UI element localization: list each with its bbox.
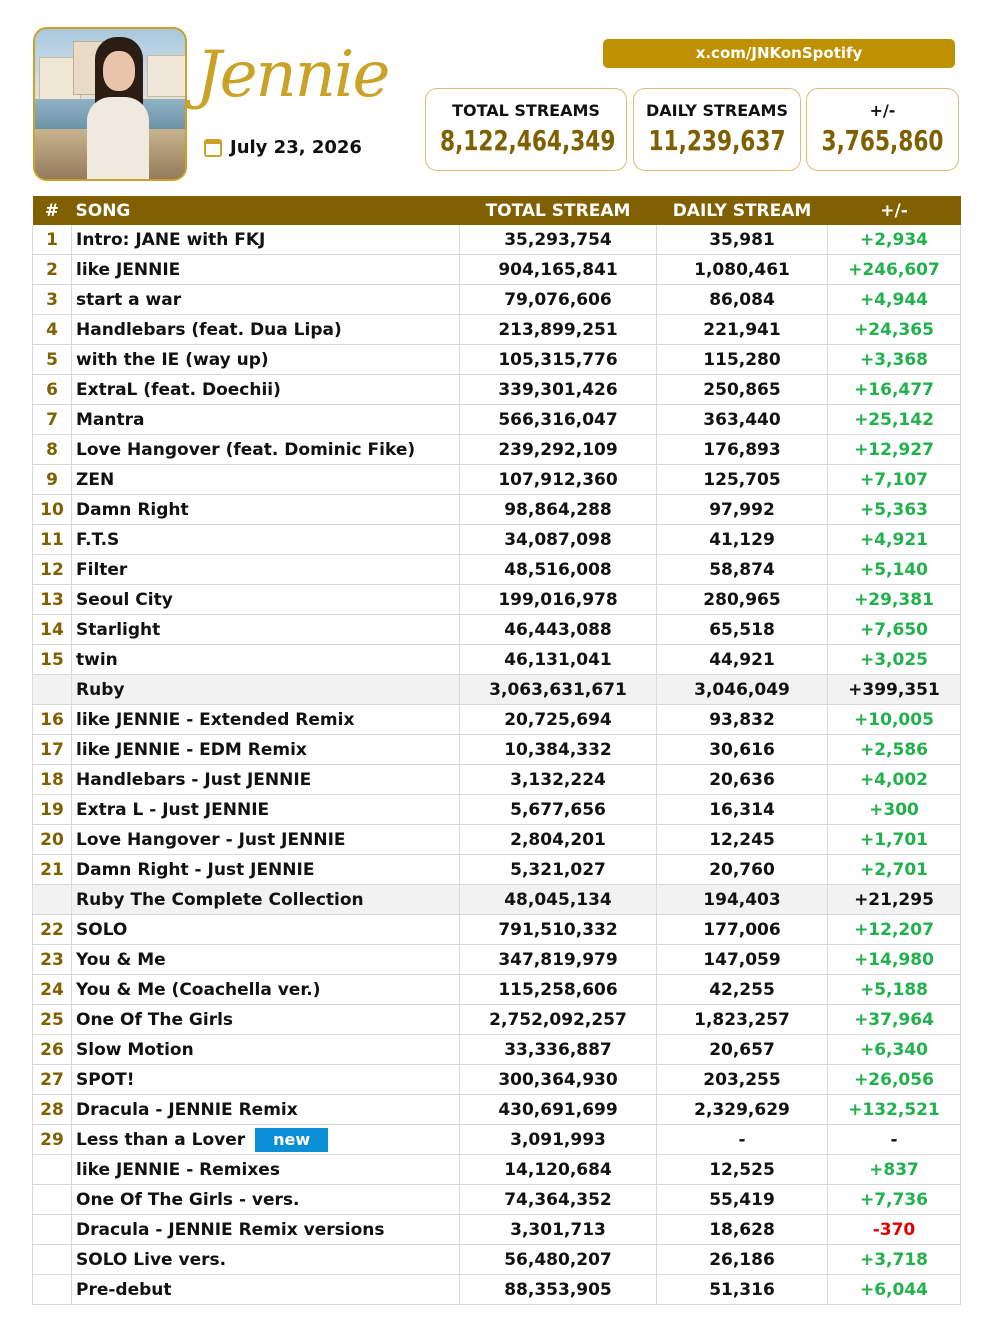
total-stream: 430,691,699 [460, 1095, 657, 1125]
song-title [72, 1215, 460, 1245]
total-stream: 20,725,694 [460, 705, 657, 735]
report-date: July 23, 2026 [230, 137, 362, 158]
stream-change: +25,142 [828, 405, 961, 435]
total-stream: 34,087,098 [460, 525, 657, 555]
row-number: 22 [33, 915, 72, 945]
daily-stream: 221,941 [657, 315, 828, 345]
song-title-text: start a war [76, 289, 182, 310]
table-row [33, 585, 961, 615]
row-number: 9 [33, 465, 72, 495]
row-number: 24 [33, 975, 72, 1005]
total-stream: 300,364,930 [460, 1065, 657, 1095]
table-row [33, 1245, 961, 1275]
table-row [33, 405, 961, 435]
total-stream: 107,912,360 [460, 465, 657, 495]
table-row [33, 345, 961, 375]
song-title [72, 345, 460, 375]
row-number: 12 [33, 555, 72, 585]
daily-stream: 203,255 [657, 1065, 828, 1095]
table-row [33, 375, 961, 405]
stream-change: +6,340 [828, 1035, 961, 1065]
total-stream: 3,091,993 [460, 1125, 657, 1155]
daily-stream: 55,419 [657, 1185, 828, 1215]
total-stream: 3,301,713 [460, 1215, 657, 1245]
song-title [72, 615, 460, 645]
daily-streams-value: 11,239,637 [648, 124, 786, 157]
table-row [33, 1005, 961, 1035]
row-number: 14 [33, 615, 72, 645]
stream-change: +26,056 [828, 1065, 961, 1095]
song-title [72, 435, 460, 465]
song-title-text: Seoul City [76, 589, 173, 610]
song-title [72, 375, 460, 405]
song-title [72, 1065, 460, 1095]
table-row [33, 855, 961, 885]
stream-change: +29,381 [828, 585, 961, 615]
row-number: 7 [33, 405, 72, 435]
total-streams-value: 8,122,464,349 [440, 124, 616, 157]
row-number [33, 675, 72, 705]
row-number: 5 [33, 345, 72, 375]
total-stream: 33,336,887 [460, 1035, 657, 1065]
song-title [72, 1275, 460, 1305]
table-row [33, 225, 961, 255]
total-stream: 46,443,088 [460, 615, 657, 645]
column-header-song: SONG [72, 196, 460, 225]
daily-stream: 93,832 [657, 705, 828, 735]
stream-change: +3,368 [828, 345, 961, 375]
song-title [72, 795, 460, 825]
column-header-diff: +/- [828, 196, 961, 225]
row-number: 15 [33, 645, 72, 675]
song-title-text: twin [76, 649, 118, 670]
song-title-text: Handlebars (feat. Dua Lipa) [76, 319, 342, 340]
daily-streams-card [633, 88, 801, 171]
table-row [33, 1065, 961, 1095]
total-stream: 88,353,905 [460, 1275, 657, 1305]
table-row [33, 795, 961, 825]
column-header-total: TOTAL STREAM [460, 196, 657, 225]
stream-change: +5,188 [828, 975, 961, 1005]
total-stream: 48,045,134 [460, 885, 657, 915]
row-number: 4 [33, 315, 72, 345]
daily-stream: 280,965 [657, 585, 828, 615]
table-row [33, 255, 961, 285]
song-title-text: Love Hangover - Just JENNIE [76, 829, 346, 850]
total-stream: 14,120,684 [460, 1155, 657, 1185]
song-title [72, 1095, 460, 1125]
song-title [72, 1035, 460, 1065]
table-row [33, 1125, 961, 1155]
stream-change: +2,934 [828, 225, 961, 255]
album-row [33, 885, 961, 915]
table-row [33, 1035, 961, 1065]
stream-change: +4,944 [828, 285, 961, 315]
song-title [72, 315, 460, 345]
table-row [33, 735, 961, 765]
stream-change: +3,025 [828, 645, 961, 675]
row-number [33, 1215, 72, 1245]
song-title-text: Extra L - Just JENNIE [76, 799, 270, 820]
row-number: 6 [33, 375, 72, 405]
new-badge: new [255, 1128, 328, 1152]
song-title [72, 1245, 460, 1275]
table-row [33, 705, 961, 735]
song-title-text: You & Me (Coachella ver.) [76, 979, 321, 1000]
table-row [33, 1155, 961, 1185]
table-row [33, 945, 961, 975]
song-title [72, 675, 460, 705]
stream-change: +12,927 [828, 435, 961, 465]
total-stream: 2,752,092,257 [460, 1005, 657, 1035]
row-number: 26 [33, 1035, 72, 1065]
song-title-text: Love Hangover (feat. Dominic Fike) [76, 439, 416, 460]
song-title [72, 285, 460, 315]
song-title [72, 1155, 460, 1185]
song-title [72, 705, 460, 735]
song-title-text: SOLO [76, 919, 128, 940]
song-title [72, 405, 460, 435]
row-number [33, 1275, 72, 1305]
table-row [33, 915, 961, 945]
song-title [72, 495, 460, 525]
song-title [72, 1125, 460, 1155]
stream-change: +10,005 [828, 705, 961, 735]
stream-change: +837 [828, 1155, 961, 1185]
total-stream: 56,480,207 [460, 1245, 657, 1275]
daily-stream: 35,981 [657, 225, 828, 255]
total-stream: 339,301,426 [460, 375, 657, 405]
daily-stream: 177,006 [657, 915, 828, 945]
stream-change: +246,607 [828, 255, 961, 285]
row-number: 2 [33, 255, 72, 285]
row-number: 13 [33, 585, 72, 615]
song-title-text: Ruby The Complete Collection [76, 889, 364, 910]
total-stream: 105,315,776 [460, 345, 657, 375]
song-title [72, 1185, 460, 1215]
daily-stream: 41,129 [657, 525, 828, 555]
song-title-text: Dracula - JENNIE Remix [76, 1099, 298, 1120]
song-title [72, 915, 460, 945]
row-number: 11 [33, 525, 72, 555]
song-title [72, 555, 460, 585]
total-stream: 3,063,631,671 [460, 675, 657, 705]
song-title [72, 975, 460, 1005]
song-title-text: with the IE (way up) [76, 349, 269, 370]
table-row [33, 465, 961, 495]
table-row [33, 615, 961, 645]
song-title [72, 465, 460, 495]
stream-change: +4,921 [828, 525, 961, 555]
song-title-text: Damn Right - Just JENNIE [76, 859, 315, 880]
row-number: 16 [33, 705, 72, 735]
song-title-text: Intro: JANE with FKJ [76, 229, 266, 250]
table-header-row [33, 196, 961, 225]
table-row [33, 495, 961, 525]
stream-change: +132,521 [828, 1095, 961, 1125]
total-stream: 79,076,606 [460, 285, 657, 315]
stream-change: +12,207 [828, 915, 961, 945]
song-title-text: Damn Right [76, 499, 189, 520]
daily-stream: 30,616 [657, 735, 828, 765]
song-title-text: Less than a Lover [76, 1129, 246, 1150]
song-title-text: like JENNIE [76, 259, 181, 280]
song-title [72, 855, 460, 885]
date-row [204, 137, 362, 158]
song-title-text: F.T.S [76, 529, 120, 550]
song-title-text: One Of The Girls [76, 1009, 234, 1030]
song-title-text: Slow Motion [76, 1039, 194, 1060]
total-stream: 904,165,841 [460, 255, 657, 285]
column-header-num: # [33, 196, 72, 225]
total-stream: 3,132,224 [460, 765, 657, 795]
total-stream: 5,321,027 [460, 855, 657, 885]
daily-stream: 363,440 [657, 405, 828, 435]
diff-streams-label: +/- [869, 101, 896, 120]
stream-change: +2,586 [828, 735, 961, 765]
daily-stream: 18,628 [657, 1215, 828, 1245]
row-number: 25 [33, 1005, 72, 1035]
stream-change: +24,365 [828, 315, 961, 345]
total-stream: 239,292,109 [460, 435, 657, 465]
total-stream: 791,510,332 [460, 915, 657, 945]
daily-stream: 42,255 [657, 975, 828, 1005]
daily-stream: 125,705 [657, 465, 828, 495]
row-number: 8 [33, 435, 72, 465]
song-title-text: Pre-debut [76, 1279, 172, 1300]
daily-stream: 1,823,257 [657, 1005, 828, 1035]
song-title [72, 945, 460, 975]
artist-photo [33, 27, 187, 181]
song-title [72, 885, 460, 915]
stream-change: +16,477 [828, 375, 961, 405]
total-stream: 10,384,332 [460, 735, 657, 765]
total-stream: 48,516,008 [460, 555, 657, 585]
row-number: 28 [33, 1095, 72, 1125]
row-number: 27 [33, 1065, 72, 1095]
daily-stream: 86,084 [657, 285, 828, 315]
stream-change: +4,002 [828, 765, 961, 795]
daily-stream: 147,059 [657, 945, 828, 975]
total-stream: 115,258,606 [460, 975, 657, 1005]
daily-stream: 2,329,629 [657, 1095, 828, 1125]
stream-change: +6,044 [828, 1275, 961, 1305]
song-title-text: Dracula - JENNIE Remix versions [76, 1219, 385, 1240]
total-stream: 46,131,041 [460, 645, 657, 675]
table-row [33, 1095, 961, 1125]
table-row [33, 1185, 961, 1215]
table-row [33, 555, 961, 585]
song-title [72, 225, 460, 255]
row-number [33, 1185, 72, 1215]
row-number: 1 [33, 225, 72, 255]
stream-change: +7,650 [828, 615, 961, 645]
daily-stream: 58,874 [657, 555, 828, 585]
song-title-text: SPOT! [76, 1069, 135, 1090]
daily-stream: 51,316 [657, 1275, 828, 1305]
stream-change: +2,701 [828, 855, 961, 885]
row-number: 19 [33, 795, 72, 825]
stream-change: +300 [828, 795, 961, 825]
column-header-daily: DAILY STREAM [657, 196, 828, 225]
stream-change: +37,964 [828, 1005, 961, 1035]
table-row [33, 285, 961, 315]
stream-change: -370 [828, 1215, 961, 1245]
total-stream: 199,016,978 [460, 585, 657, 615]
stream-change: +21,295 [828, 885, 961, 915]
song-title-text: One Of The Girls - vers. [76, 1189, 300, 1210]
total-stream: 35,293,754 [460, 225, 657, 255]
total-stream: 74,364,352 [460, 1185, 657, 1215]
table-row [33, 525, 961, 555]
song-title [72, 765, 460, 795]
total-stream: 98,864,288 [460, 495, 657, 525]
stream-change: +399,351 [828, 675, 961, 705]
song-title-text: Ruby [76, 679, 125, 700]
table-row [33, 765, 961, 795]
streams-table [32, 196, 961, 1305]
total-streams-label: TOTAL STREAMS [452, 101, 600, 120]
total-stream: 213,899,251 [460, 315, 657, 345]
song-title-text: like JENNIE - EDM Remix [76, 739, 307, 760]
daily-stream: 20,760 [657, 855, 828, 885]
row-number [33, 1245, 72, 1275]
table-row [33, 975, 961, 1005]
row-number: 17 [33, 735, 72, 765]
table-row [33, 435, 961, 465]
album-row [33, 675, 961, 705]
song-title [72, 645, 460, 675]
row-number: 18 [33, 765, 72, 795]
daily-stream: 176,893 [657, 435, 828, 465]
stream-change: +5,140 [828, 555, 961, 585]
total-stream: 5,677,656 [460, 795, 657, 825]
diff-streams-card [806, 88, 959, 171]
table-row [33, 825, 961, 855]
daily-stream: 1,080,461 [657, 255, 828, 285]
song-title [72, 1005, 460, 1035]
row-number [33, 885, 72, 915]
stream-change: +14,980 [828, 945, 961, 975]
row-number: 23 [33, 945, 72, 975]
row-number: 10 [33, 495, 72, 525]
daily-stream: 12,245 [657, 825, 828, 855]
song-title-text: ExtraL (feat. Doechii) [76, 379, 281, 400]
table-row [33, 315, 961, 345]
daily-stream: 65,518 [657, 615, 828, 645]
stream-change: +1,701 [828, 825, 961, 855]
song-title [72, 735, 460, 765]
daily-stream: 20,657 [657, 1035, 828, 1065]
row-number [33, 1155, 72, 1185]
table-row [33, 645, 961, 675]
stream-change: +3,718 [828, 1245, 961, 1275]
profile-link[interactable]: x.com/JNKonSpotify [603, 39, 955, 68]
daily-stream: 250,865 [657, 375, 828, 405]
table-row [33, 1275, 961, 1305]
song-title-text: like JENNIE - Extended Remix [76, 709, 355, 730]
stream-change: +7,736 [828, 1185, 961, 1215]
row-number: 29 [33, 1125, 72, 1155]
song-title-text: ZEN [76, 469, 115, 490]
daily-streams-label: DAILY STREAMS [646, 101, 788, 120]
song-title-text: Starlight [76, 619, 161, 640]
stream-change: +7,107 [828, 465, 961, 495]
artist-signature: Jennie [196, 38, 389, 112]
stream-change: +5,363 [828, 495, 961, 525]
daily-stream: 3,046,049 [657, 675, 828, 705]
song-title [72, 825, 460, 855]
song-title-text: You & Me [76, 949, 166, 970]
daily-stream: 26,186 [657, 1245, 828, 1275]
row-number: 3 [33, 285, 72, 315]
row-number: 21 [33, 855, 72, 885]
daily-stream: 20,636 [657, 765, 828, 795]
daily-stream: 115,280 [657, 345, 828, 375]
total-stream: 2,804,201 [460, 825, 657, 855]
daily-stream: - [657, 1125, 828, 1155]
calendar-icon [204, 139, 222, 157]
row-number: 20 [33, 825, 72, 855]
song-title-text: SOLO Live vers. [76, 1249, 227, 1270]
song-title-text: like JENNIE - Remixes [76, 1159, 280, 1180]
total-stream: 566,316,047 [460, 405, 657, 435]
stream-change: - [828, 1125, 961, 1155]
daily-stream: 97,992 [657, 495, 828, 525]
daily-stream: 194,403 [657, 885, 828, 915]
song-title-text: Handlebars - Just JENNIE [76, 769, 312, 790]
table-row [33, 1215, 961, 1245]
song-title [72, 525, 460, 555]
song-title [72, 255, 460, 285]
daily-stream: 12,525 [657, 1155, 828, 1185]
song-title-text: Mantra [76, 409, 145, 430]
total-stream: 347,819,979 [460, 945, 657, 975]
song-title-text: Filter [76, 559, 128, 580]
diff-streams-value: 3,765,860 [821, 124, 944, 157]
daily-stream: 16,314 [657, 795, 828, 825]
total-streams-card [425, 88, 627, 171]
daily-stream: 44,921 [657, 645, 828, 675]
song-title [72, 585, 460, 615]
